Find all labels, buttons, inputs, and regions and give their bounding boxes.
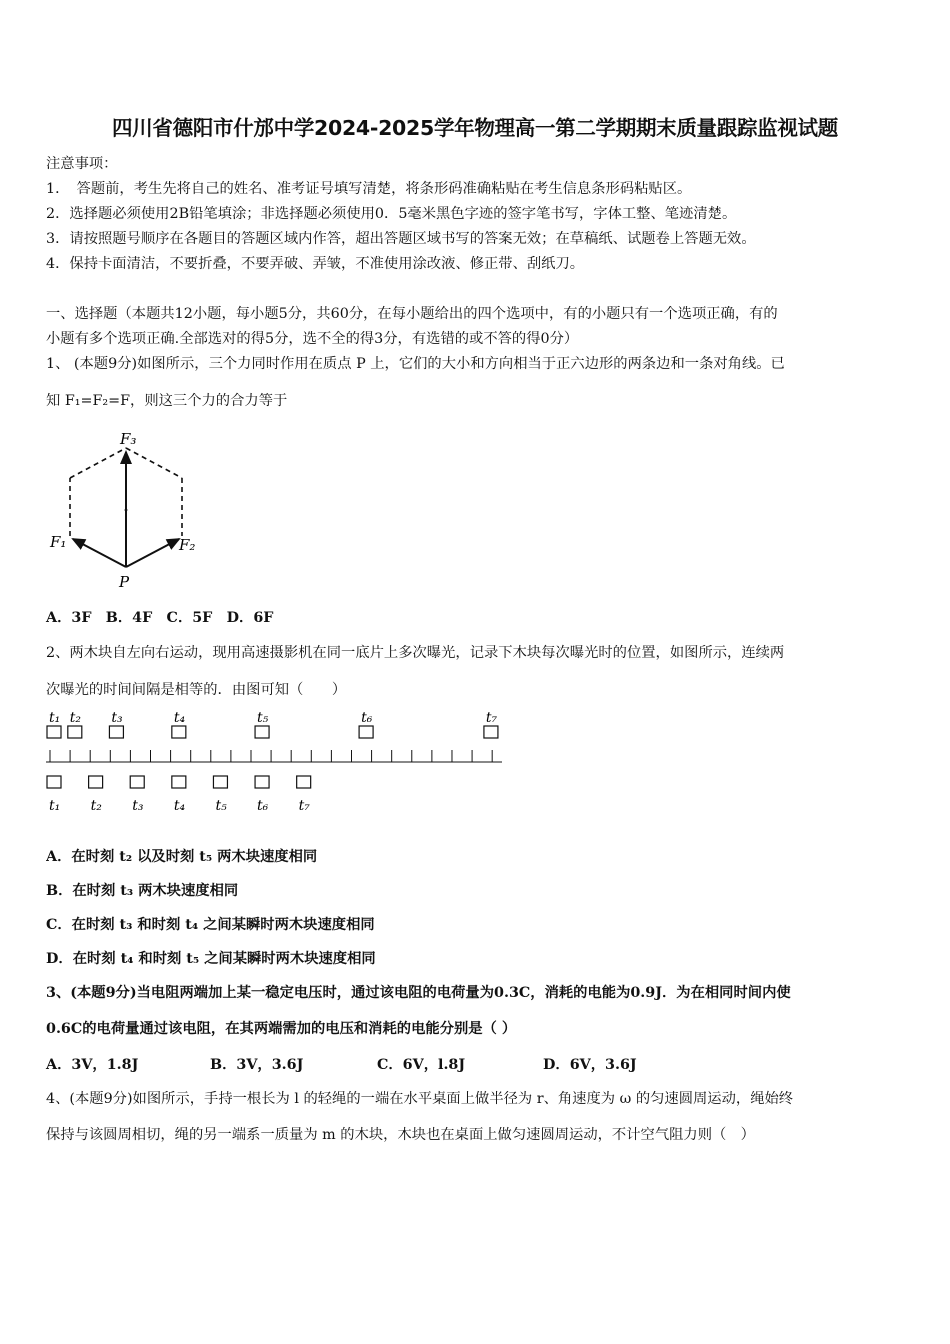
section-heading-line-2: 小题有多个选项正确.全部选对的得5分，选不全的得3分，有选错的或不答的得0分） <box>46 331 579 347</box>
top-block <box>255 726 269 738</box>
label-p: P <box>119 573 130 591</box>
label-f1: F₁ <box>50 533 67 551</box>
bottom-time-label: t₂ <box>90 798 102 814</box>
notice-item-3: 3．请按照题号顺序在各题目的答题区域内作答，超出答题区域书写的答案无效；在草稿纸、试题卷上答题无效。 <box>46 231 756 247</box>
bottom-time-label: t₆ <box>257 798 269 814</box>
question-1-line-2: 知 F₁=F₂=F，则这三个力的合力等于 <box>46 393 288 409</box>
top-time-label: t₁ <box>49 710 61 726</box>
question-3-line-1: 3、(本题9分)当电阻两端加上某一稳定电压时，通过该电阻的电荷量为0.3C，消耗的电能为0.9J．为在相同时间内使 <box>46 985 791 1001</box>
question-3-option-d: D．6V，3.6J <box>543 1057 637 1073</box>
question-3-line-2: 0.6C的电荷量通过该电阻，在其两端需加的电压和消耗的电能分别是（ ） <box>46 1021 517 1037</box>
question-4-line-2: 保持与该圆周相切，绳的另一端系一质量为 m 的木块，木块也在桌面上做匀速圆周运动，不计空气阻力则（ ） <box>46 1127 755 1143</box>
top-block <box>68 726 82 738</box>
question-3-option-a: A．3V，1.8J <box>46 1057 139 1073</box>
bottom-time-label: t₄ <box>173 798 186 814</box>
multi-exposure-diagram <box>44 704 506 816</box>
scale-ruler <box>46 750 502 762</box>
top-block <box>484 726 498 738</box>
top-block <box>172 726 186 738</box>
top-block <box>359 726 373 738</box>
section-heading-line-1: 一、选择题（本题共12小题，每小题5分，共60分，在每小题给出的四个选项中，有的小题只有一个选项正确，有的 <box>46 306 778 322</box>
notice-heading: 注意事项： <box>46 156 118 172</box>
label-f3: F₃ <box>120 430 137 448</box>
bottom-time-label: t₁ <box>49 798 61 814</box>
question-2-option-a: A．在时刻 t₂ 以及时刻 t₅ 两木块速度相同 <box>46 849 318 865</box>
question-1-line-1: 1、 (本题9分)如图所示，三个力同时作用在质点 P 上，它们的大小和方向相当于正六边形的两条边和一条对角线。已 <box>46 356 785 372</box>
top-time-label: t₆ <box>361 710 373 726</box>
question-3-option-b: B．3V，3.6J <box>210 1057 304 1073</box>
page-title: 四川省德阳市什邡中学2024-2025学年物理高一第二学期期末质量跟踪监视试题 <box>112 116 838 140</box>
top-time-label: t₇ <box>485 710 498 726</box>
top-time-label: t₂ <box>69 710 82 726</box>
hexagon-force-diagram <box>46 426 216 594</box>
bottom-block <box>130 776 144 788</box>
question-2-option-b: B．在时刻 t₃ 两木块速度相同 <box>46 883 239 899</box>
bottom-block <box>297 776 311 788</box>
bottom-block <box>255 776 269 788</box>
question-2-line-2: 次曝光的时间间隔是相等的．由图可知（ ） <box>46 682 347 698</box>
top-block <box>47 726 61 738</box>
question-4-line-1: 4、(本题9分)如图所示，手持一根长为 l 的轻绳的一端在水平桌面上做半径为 r、角速度为 ω 的匀速圆周运动，绳始终 <box>46 1091 794 1107</box>
force-f2-arrow <box>126 539 179 567</box>
top-time-label: t₄ <box>173 710 186 726</box>
notice-item-4: 4．保持卡面清洁，不要折叠，不要弄破、弄皱，不准使用涂改液、修正带、刮纸刀。 <box>46 256 585 272</box>
notice-item-2: 2．选择题必须使用2B铅笔填涂；非选择题必须使用0．5毫米黑色字迹的签字笔书写，字体工整、笔迹清楚。 <box>46 206 737 222</box>
top-block-row <box>47 710 498 738</box>
bottom-time-label: t₇ <box>298 798 310 814</box>
bottom-block <box>172 776 186 788</box>
notice-item-1: 1． 答题前，考生先将自己的姓名、准考证号填写清楚，将条形码准确粘贴在考生信息条形码粘贴区。 <box>46 181 692 197</box>
label-f2: F₂ <box>179 536 196 554</box>
question-1-options: A．3F B．4F C．5F D．6F <box>46 610 274 626</box>
force-f1-arrow <box>73 539 126 567</box>
top-time-label: t₃ <box>111 710 123 726</box>
top-time-label: t₅ <box>257 710 269 726</box>
bottom-block-row <box>47 776 311 814</box>
bottom-block <box>89 776 103 788</box>
question-2-option-d: D．在时刻 t₄ 和时刻 t₅ 之间某瞬时两木块速度相同 <box>46 951 376 967</box>
top-block <box>109 726 123 738</box>
question-2-option-c: C．在时刻 t₃ 和时刻 t₄ 之间某瞬时两木块速度相同 <box>46 917 375 933</box>
bottom-block <box>213 776 227 788</box>
bottom-time-label: t₅ <box>215 798 227 814</box>
bottom-block <box>47 776 61 788</box>
question-3-option-c: C．6V，l.8J <box>377 1057 466 1073</box>
question-2-line-1: 2、两木块自左向右运动，现用高速摄影机在同一底片上多次曝光，记录下木块每次曝光时的位置，如图所示，连续两 <box>46 645 785 661</box>
bottom-time-label: t₃ <box>132 798 144 814</box>
